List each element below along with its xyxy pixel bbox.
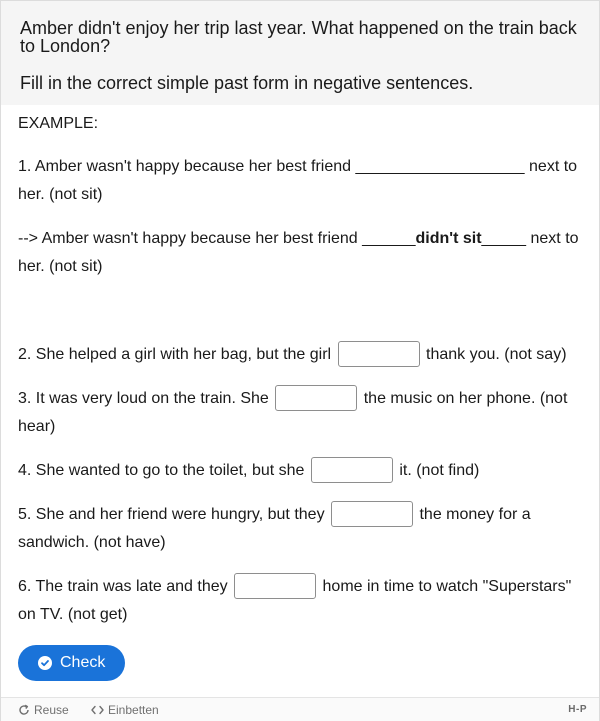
question-4-after: it. (not find) (399, 462, 480, 479)
check-circle-icon (38, 656, 52, 670)
question-6 (18, 573, 585, 629)
task-intro (1, 1, 599, 105)
question-5-after: the money for a sandwich. (not have) (18, 506, 531, 551)
reuse-label: Reuse (34, 703, 69, 717)
question-5 (18, 501, 585, 557)
embed-label: Einbetten (108, 703, 159, 717)
code-icon (91, 705, 104, 715)
question-2-input[interactable] (338, 341, 420, 367)
question-5-input[interactable] (331, 501, 413, 527)
check-button[interactable] (18, 645, 125, 681)
example-label: EXAMPLE: (18, 115, 99, 132)
question-4-before: 4. She wanted to go to the toilet, but she (18, 462, 305, 479)
h5p-footer (1, 697, 599, 721)
question-3-before: 3. It was very loud on the train. She (18, 390, 269, 407)
check-button-label: Check (60, 654, 106, 671)
example-answer-after: next to her. (not sit) (18, 230, 579, 275)
question-4 (18, 457, 585, 485)
reuse-icon (18, 704, 30, 716)
example-question-before: 1. Amber wasn't happy because her best friend (18, 158, 352, 175)
example-answer-blank-left: ______ (362, 230, 416, 247)
question-5-before: 5. She and her friend were hungry, but they (18, 506, 325, 523)
embed-button[interactable] (91, 703, 159, 717)
example-question-blank: ___________________ (355, 158, 525, 175)
question-6-before: 6. The train was late and they (18, 578, 228, 595)
example-question-after: next to her. (not sit) (18, 158, 578, 203)
question-6-input[interactable] (234, 573, 316, 599)
h5p-logo: H-P (568, 704, 587, 715)
question-3-after: the music on her phone. (not hear) (18, 390, 568, 435)
question-6-after: home in time to watch "Superstars" on TV. (not get) (18, 578, 572, 623)
example-answer-text: didn't sit (415, 230, 482, 247)
task-title: Amber didn't enjoy her trip last year. What happened on the train back to London? (20, 18, 577, 56)
question-2-before: 2. She helped a girl with her bag, but the girl (18, 346, 332, 363)
example-answer-blank-right: _____ (481, 230, 527, 247)
task-instruction: Fill in the correct simple past form in negative sentences. (20, 73, 474, 93)
example-answer (18, 225, 585, 281)
question-3-input[interactable] (275, 385, 357, 411)
example-question (18, 153, 585, 209)
question-2-after: thank you. (not say) (426, 346, 567, 363)
example-answer-before: --> Amber wasn't happy because her best friend (18, 230, 358, 247)
question-2 (18, 341, 585, 369)
question-4-input[interactable] (311, 457, 393, 483)
question-3 (18, 385, 585, 441)
reuse-button[interactable] (18, 703, 69, 717)
